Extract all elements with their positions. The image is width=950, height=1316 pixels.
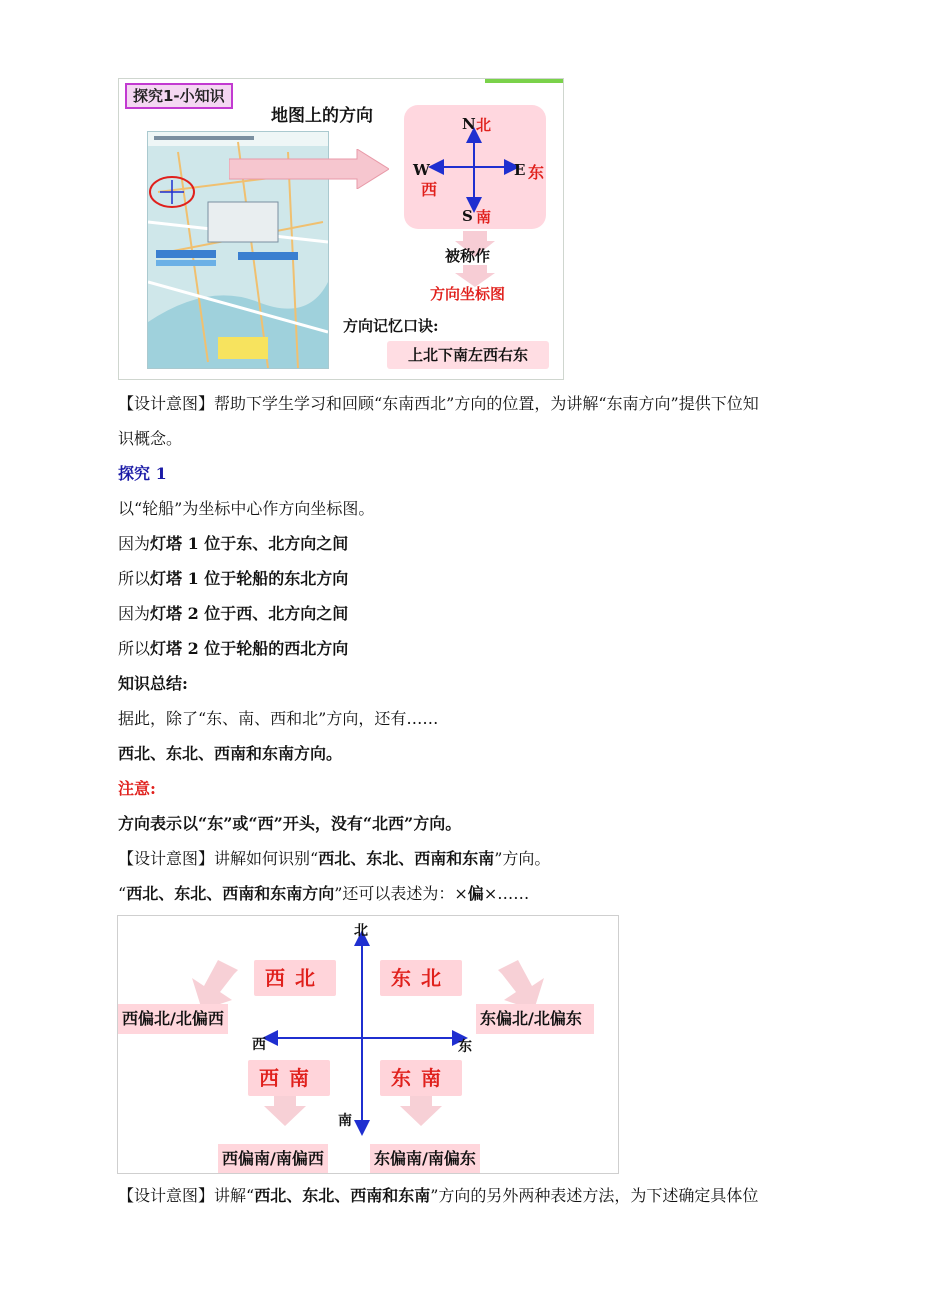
center-instruction: 以“轮船”为坐标中心作方向坐标图。 — [118, 499, 375, 518]
axis-east: 东 — [458, 1039, 472, 1055]
explore-1-title: 探究 1 — [118, 464, 167, 483]
west-label: 西 — [421, 180, 438, 199]
summary-text: 据此，除了“东、南、西和北”方向，还有…… — [118, 709, 439, 728]
called-label: 被称作 — [445, 247, 491, 265]
figure-heading: 地图上的方向 — [271, 106, 373, 126]
southeast-alt-label: 东偏南/南偏东 — [370, 1144, 480, 1174]
alt-expression-line: “西北、东北、西南和东南方向”还可以表述为：×偏×…… — [118, 884, 530, 903]
quadrant-southwest: 西南 — [248, 1060, 330, 1096]
axis-south: 南 — [338, 1113, 352, 1129]
quadrant-northeast: 东北 — [380, 960, 462, 996]
direction-knowledge-figure — [118, 78, 564, 380]
design-intent-1-line2: 识概念。 — [118, 429, 183, 448]
accent-bar — [485, 79, 563, 83]
south-label: 南 — [476, 208, 492, 226]
northwest-alt-label: 西偏北/北偏西 — [118, 1004, 228, 1034]
north-label: 北 — [476, 116, 492, 134]
reason-line-2: 因为灯塔 2 位于西、北方向之间 — [118, 604, 349, 623]
axis-west: 西 — [252, 1037, 266, 1053]
design-intent-3: 【设计意图】讲解“西北、东北、西南和东南”方向的另外两种表述方法，为下述确定具体位 — [118, 1186, 759, 1205]
compass-box — [404, 105, 546, 229]
quadrant-northwest: 西北 — [254, 960, 336, 996]
mnemonic-label: 方向记忆口诀: — [343, 317, 439, 335]
right-arrow-icon — [229, 149, 389, 189]
east-letter: E — [514, 161, 526, 179]
note-title: 注意: — [118, 779, 156, 798]
summary-title: 知识总结: — [118, 674, 188, 693]
design-intent-2: 【设计意图】讲解如何识别“西北、东北、西南和东南”方向。 — [118, 849, 551, 868]
west-letter: W — [413, 161, 430, 179]
north-letter: N — [462, 115, 476, 133]
axes-diagram — [118, 916, 618, 1173]
eight-direction-figure — [117, 915, 619, 1174]
south-letter: S — [462, 207, 473, 225]
axis-north: 北 — [354, 923, 368, 939]
note-text: 方向表示以“东”或“西”开头，没有“北西”方向。 — [118, 814, 462, 833]
mnemonic-box: 上北下南左西右东 — [387, 341, 549, 369]
conclusion-line-1: 所以灯塔 1 位于轮船的东北方向 — [118, 569, 349, 588]
southwest-alt-label: 西偏南/南偏西 — [218, 1144, 328, 1174]
conclusion-line-2: 所以灯塔 2 位于轮船的西北方向 — [118, 639, 349, 658]
quadrant-southeast: 东南 — [380, 1060, 462, 1096]
reason-line-1: 因为灯塔 1 位于东、北方向之间 — [118, 534, 349, 553]
northeast-alt-label: 东偏北/北偏东 — [476, 1004, 594, 1034]
summary-bold: 西北、东北、西南和东南方向。 — [118, 744, 343, 763]
explore-tag: 探究1-小知识 — [125, 83, 233, 109]
east-label: 东 — [528, 163, 545, 182]
chart-name: 方向坐标图 — [430, 285, 506, 303]
design-intent-1-line1: 【设计意图】帮助下学生学习和回顾“东南西北”方向的位置，为讲解“东南方向”提供下位知 — [118, 394, 759, 413]
